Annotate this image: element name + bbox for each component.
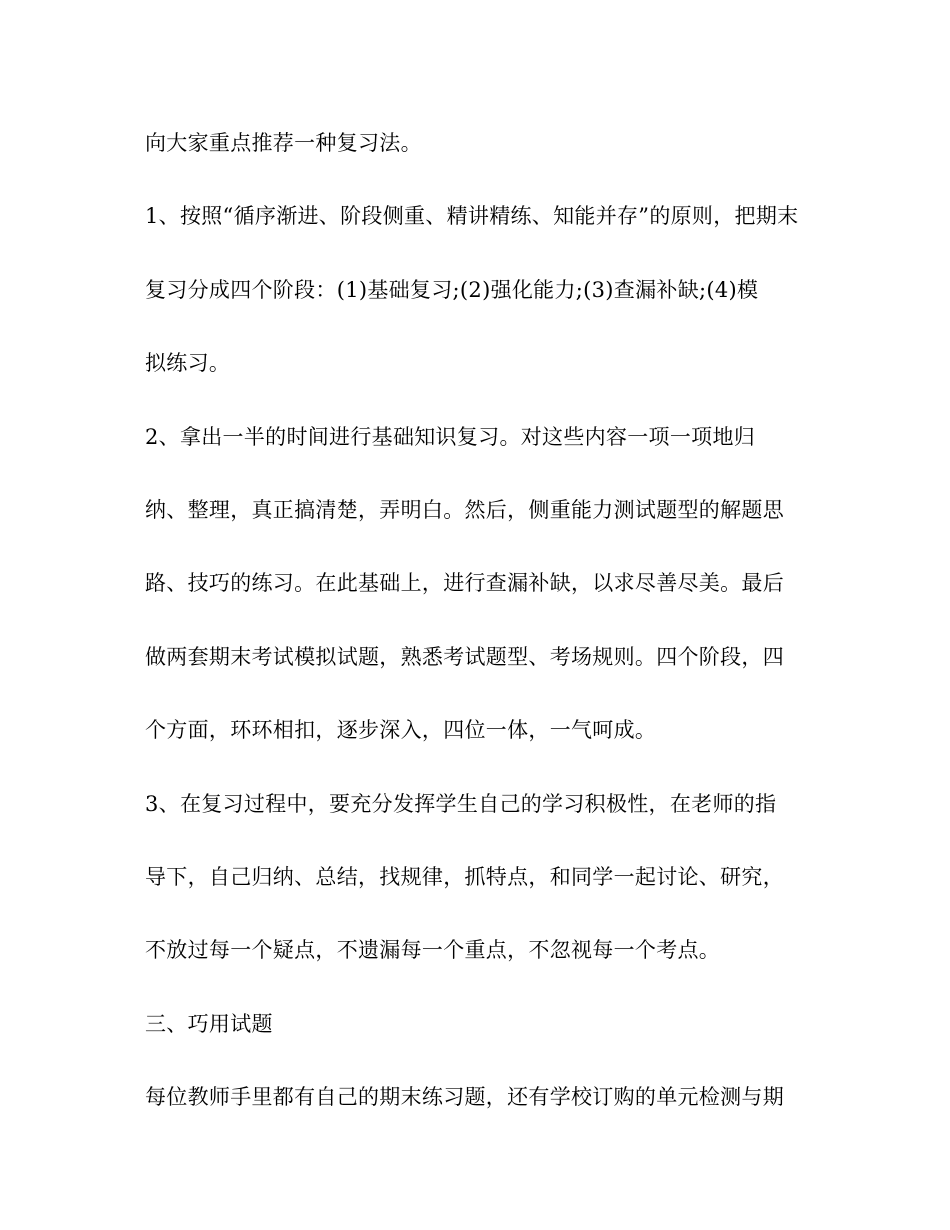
text-line-11: 导下，自己归纳、总结，找规律，抓特点，和同学一起讨论、研究， (145, 865, 784, 889)
text-line-3: 复习分成四个阶段：(1)基础复习;(2)强化能力;(3)查漏补缺;(4)模 (145, 278, 759, 302)
text-line-9: 个方面，环环相扣，逐步深入，四位一体，一气呵成。 (145, 718, 657, 742)
text-line-1: 向大家重点推荐一种复习法。 (145, 131, 422, 155)
text-line-5: 2、拿出一半的时间进行基础知识复习。对这些内容一项一项地归 (145, 425, 756, 449)
text-line-14: 每位教师手里都有自己的期末练习题，还有学校订购的单元检测与期 (145, 1085, 784, 1109)
text-line-2: 1、按照“循序渐进、阶段侧重、精讲精练、知能并存”的原则，把期末 (145, 204, 799, 228)
section-heading: 三、巧用试题 (145, 1012, 273, 1036)
text-line-12: 不放过每一个疑点，不遗漏每一个重点，不忽视每一个考点。 (145, 938, 721, 962)
text-line-10: 3、在复习过程中，要充分发挥学生自己的学习积极性，在老师的指 (145, 792, 777, 816)
text-line-8: 做两套期末考试模拟试题，熟悉考试题型、考场规则。四个阶段，四 (145, 645, 784, 669)
text-line-7: 路、技巧的练习。在此基础上，进行查漏补缺，以求尽善尽美。最后 (145, 571, 784, 595)
text-line-6: 纳、整理，真正搞清楚，弄明白。然后，侧重能力测试题型的解题思 (145, 498, 784, 522)
text-line-4: 拟练习。 (145, 351, 231, 375)
